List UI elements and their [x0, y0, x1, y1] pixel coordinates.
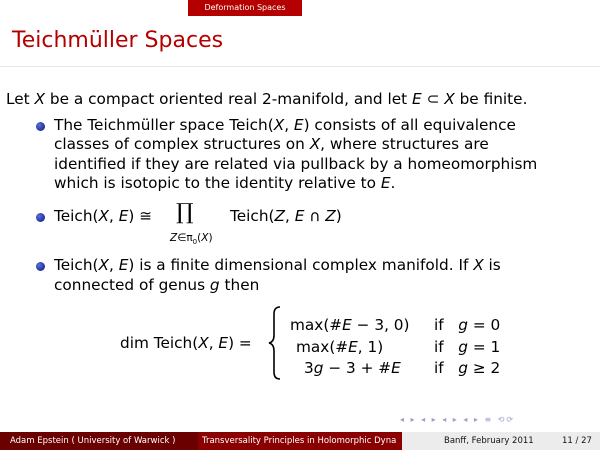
footer-talk-title: Transversality Principles in Holomorphic Dyna [198, 432, 402, 450]
case-row: 3g − 3 + #E [304, 359, 401, 377]
case-condition: if g ≥ 2 [434, 359, 501, 377]
formula-lhs: dim Teich(X, E) = [120, 334, 252, 352]
product-symbol: ∏ [176, 200, 194, 225]
bullet1-line3: identified if they are related via pullback by a homeomorphism [54, 155, 538, 173]
left-brace [268, 306, 282, 380]
bullet2-lhs: Teich(X, E) ≅ [54, 207, 153, 225]
title-divider [0, 66, 600, 67]
section-tab[interactable]: Deformation Spaces [188, 0, 302, 16]
frame-title: Teichmüller Spaces [12, 28, 224, 53]
intro-line: Let X be a compact oriented real 2-manifold, and let E ⊂ X be finite. [6, 90, 528, 108]
case-condition: if g = 1 [434, 338, 501, 356]
header-strip-right [302, 0, 600, 16]
bullet3-line1: Teich(X, E) is a finite dimensional complex manifold. If X is [54, 256, 501, 274]
bullet-icon [36, 262, 45, 271]
case-row: max(#E − 3, 0) [290, 316, 410, 334]
product-subscript: $Z\in\pi_0(X)$ [170, 232, 213, 247]
case-condition: if g = 0 [434, 316, 501, 334]
footer-info [402, 432, 600, 450]
footer-date: Banff, February 2011 [444, 436, 534, 446]
bullet2-rhs: Teich(Z, E ∩ Z) [230, 207, 342, 225]
footer [0, 432, 600, 450]
bullet-icon [36, 122, 45, 131]
case-row: max(#E, 1) [296, 338, 384, 356]
bullet1-line4: which is isotopic to the identity relative to E. [54, 174, 396, 192]
bullet1-line1: The Teichmüller space Teich(X, E) consists of all equivalence [54, 116, 516, 134]
footer-author: Adam Epstein ( University of Warwick ) [0, 432, 198, 450]
navigation-symbols[interactable]: ◂ ▸ ◂ ▸ ◂ ▸ ◂ ▸ ≡ ⟲⟳ [400, 415, 516, 424]
bullet3-line2: connected of genus g then [54, 276, 260, 294]
bullet1-line2: classes of complex structures on X, where structures are [54, 135, 489, 153]
page-number: 11 / 27 [562, 436, 592, 446]
bullet-icon [36, 213, 45, 222]
header-strip [0, 0, 600, 16]
